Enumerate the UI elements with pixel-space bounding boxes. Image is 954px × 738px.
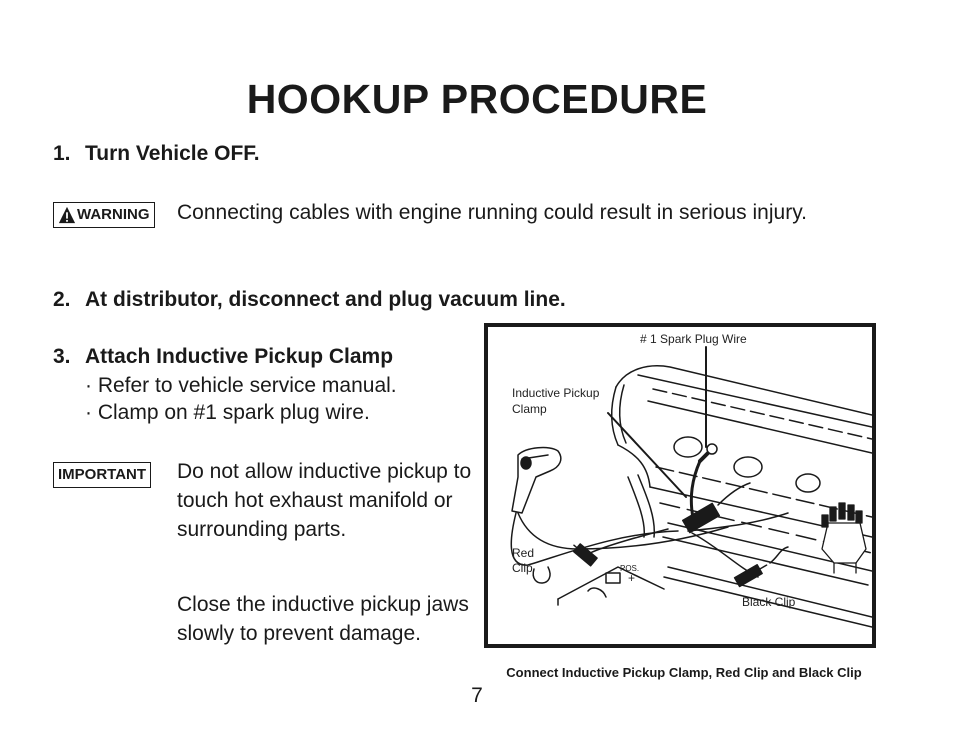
step-1-number: 1. (53, 142, 71, 165)
label-spark-plug-wire: # 1 Spark Plug Wire (640, 332, 747, 346)
important-label: IMPORTANT (58, 466, 147, 483)
step-2-number: 2. (53, 288, 71, 311)
page-number: 7 (471, 684, 483, 707)
important-badge (53, 462, 151, 488)
important-text-2: Close the inductive pickup jaws slowly to prevent damage. (177, 593, 469, 645)
step-1-text: Turn Vehicle OFF. (85, 142, 260, 165)
step-2-text: At distributor, disconnect and plug vacuum line. (85, 288, 566, 311)
warning-label: WARNING (77, 206, 150, 223)
engine-hookup-illustration (488, 327, 872, 644)
step-3-bullet-1: · Refer to vehicle service manual. (85, 374, 397, 397)
warning-text: Connecting cables with engine running could result in serious injury. (177, 201, 807, 224)
label-red-clip-2: Clip (512, 561, 533, 575)
label-red-clip-1: Red (512, 546, 535, 560)
step-3-text: Attach Inductive Pickup Clamp (85, 345, 394, 368)
warning-triangle-icon (58, 206, 76, 224)
label-black-clip: Black Clip (742, 595, 796, 609)
step-3 (53, 345, 393, 369)
figure-caption: Connect Inductive Pickup Clamp, Red Clip and Black Clip (506, 665, 862, 680)
label-inductive-pickup-1: Inductive Pickup (512, 386, 600, 400)
step-2 (53, 288, 566, 312)
page-title: HOOKUP PROCEDURE (246, 76, 708, 122)
warning-badge (53, 202, 155, 228)
hookup-diagram (484, 323, 876, 648)
label-pos: POS. (620, 564, 640, 573)
step-3-number: 3. (53, 345, 71, 368)
label-inductive-pickup-2: Clamp (512, 402, 547, 416)
label-plus: + (628, 571, 636, 585)
step-3-bullet-2: · Clamp on #1 spark plug wire. (85, 401, 370, 424)
step-1 (53, 142, 260, 166)
important-text-1: Do not allow inductive pickup to touch hot exhaust manifold or surrounding parts. (177, 460, 472, 541)
